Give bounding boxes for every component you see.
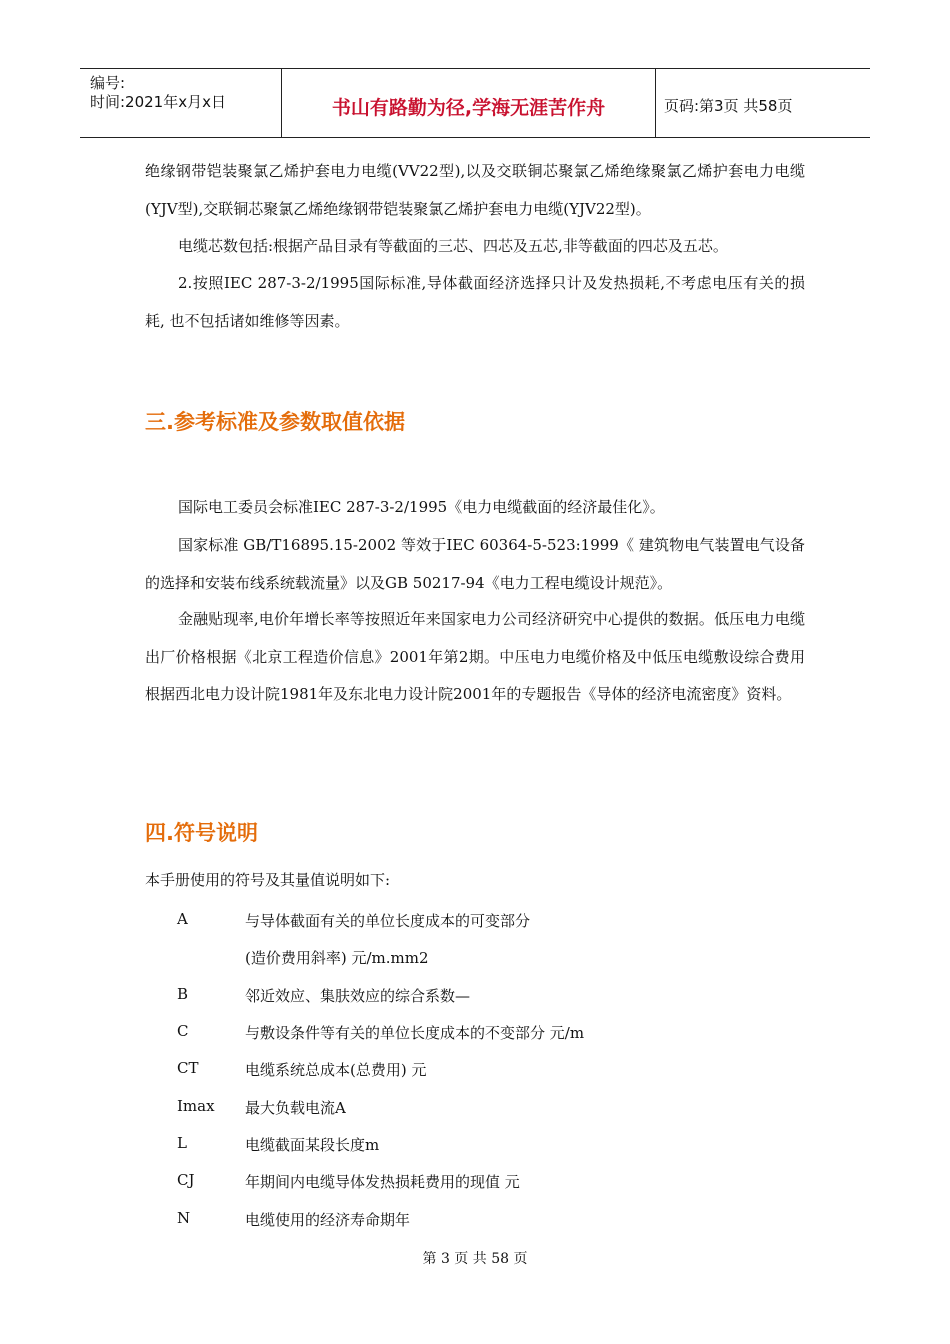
paragraph-symbols-intro: 本手册使用的符号及其量值说明如下: bbox=[145, 871, 391, 889]
section-3-heading: 三.参考标准及参数取值依据 bbox=[145, 410, 405, 434]
document-time-label: 时间:2021年x月x日 bbox=[90, 93, 226, 111]
symbol-description: 电缆截面某段长度m bbox=[245, 1136, 380, 1154]
page-header bbox=[80, 68, 870, 138]
symbol-term: C bbox=[177, 1022, 189, 1040]
symbol-description: 年期间内电缆导体发热损耗费用的现值 元 bbox=[245, 1173, 520, 1191]
symbol-term: L bbox=[177, 1134, 187, 1152]
symbol-term: CT bbox=[177, 1059, 199, 1077]
paragraph-core-count: 电缆芯数包括:根据产品目录有等截面的三芯、四芯及五芯,非等截面的四芯及五芯。 bbox=[178, 237, 728, 255]
paragraph-iec-reference: 国际电工委员会标准IEC 287-3-2/1995《电力电缆截面的经济最佳化》。 bbox=[178, 498, 665, 516]
symbol-term: B bbox=[177, 985, 189, 1003]
document-number-label: 编号: bbox=[90, 74, 126, 92]
header-page-cell bbox=[656, 69, 870, 137]
header-page-info: 页码:第3页 共58页 bbox=[664, 97, 793, 115]
symbol-description: 电缆使用的经济寿命期年 bbox=[245, 1211, 411, 1229]
symbol-description: 电缆系统总成本(总费用) 元 bbox=[245, 1061, 427, 1079]
symbol-description: 与敷设条件等有关的单位长度成本的不变部分 元/m bbox=[245, 1024, 585, 1042]
symbol-term: N bbox=[177, 1209, 191, 1227]
symbol-description: 与导体截面有关的单位长度成本的可变部分 bbox=[245, 912, 531, 930]
symbol-description: (造价费用斜率) 元/m.mm2 bbox=[245, 949, 429, 967]
paragraph-national-standard: 国家标准 GB/T16895.15-2002 等效于IEC 60364-5-523:1999《 建筑物电气装置电气设备的选择和安装布线系统载流量》以及GB 50217-94《电力工程电缆设计规范》。 bbox=[145, 536, 805, 592]
symbol-description: 邻近效应、集肤效应的综合系数— bbox=[245, 987, 471, 1005]
paragraph-data-sources: 金融贴现率,电价年增长率等按照近年来国家电力公司经济研究中心提供的数据。低压电力电缆出厂价格根据《北京工程造价信息》2001年第2期。中压电力电缆价格及中低压电缆敷设综合费用根据西北电力设计院1981年及东北电力设计院2001年的专题报告《导体的经济电流密度》资料。 bbox=[145, 610, 805, 703]
symbol-term: Imax bbox=[177, 1097, 215, 1115]
header-meta-cell bbox=[80, 69, 282, 137]
symbol-term: CJ bbox=[177, 1171, 195, 1189]
paragraph-cable-types: 绝缘钢带铠装聚氯乙烯护套电力电缆(VV22型),以及交联铜芯聚氯乙烯绝缘聚氯乙烯护套电力电缆(YJV型),交联铜芯聚氯乙烯绝缘钢带铠装聚氯乙烯护套电力电缆(YJV22型)。 bbox=[145, 162, 805, 218]
page-footer-number: 第 3 页 共 58 页 bbox=[422, 1251, 528, 1267]
header-motto-cell bbox=[282, 69, 656, 137]
header-motto: 书山有路勤为径,学海无涯苦作舟 bbox=[331, 97, 606, 119]
symbol-description: 最大负载电流A bbox=[245, 1099, 346, 1117]
paragraph-iec-standard: 2.按照IEC 287-3-2/1995国际标准,导体截面经济选择只计及发热损耗,不考虑电压有关的损耗, 也不包括诸如维修等因素。 bbox=[145, 274, 805, 330]
symbol-term: A bbox=[177, 910, 188, 928]
section-4-heading: 四.符号说明 bbox=[145, 821, 258, 845]
